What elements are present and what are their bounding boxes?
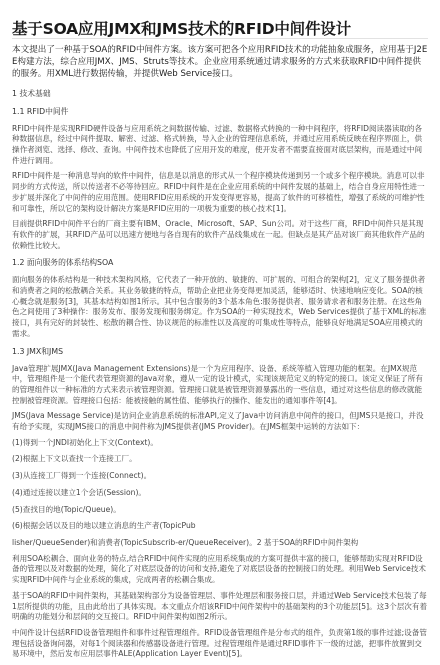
jms-step-1: (1)得到一个JNDI初始化上下文(Context)。 [12, 437, 158, 447]
paragraph-1-1-a: RFID中间件是实现RFID硬件设备与应用系统之间数据传输、过滤、数据格式转换的一种中间程序，将RFID阅读器读取的各种数据信息，经过中间件提取、解密、过滤、格式转换，导入企业的管理信息系统，并通过应用系统反映在程序界面上，供操作者浏览、选择、修改、查询。中间件技术也降低了应用开发的难度，使开发者不需要直接面对底层架构，而是通过中间件进行调用。 [12, 123, 423, 165]
paragraph-1-3-a: Java管理扩展JMX(Java Management Extensions)是一个为应用程序、设备、系统等植入管理功能的框架。在JMX规范中，管理组件是一个能代表管理资源的Java对象，遵从一定的设计模式，实现该规范定义的特定的接口。该定义保证了所有的管理组件以一种标准的方式来表示被管理资源。管理接口就是被管理资源暴露出的一些信息，通过对这些信息的修改就能控制被管理资源。管理接口包括：能被接触的属性值、能够执行的操作、能发出的通知事件等[4]。 [12, 363, 423, 405]
paragraph-1-3-b: JMS(Java Message Service)是访问企业消息系统的标准API,定义了Java中访问消息中间件的接口，但JMS只是接口，并没有给予实现，实现JMS接口的消息中间件称为JMS提供者(JMS Provider)。在JMS框架中运转的方法如下： [12, 411, 424, 432]
page-title: 基于SOA应用JMX和JMS技术的RFID中间件设计 [12, 20, 351, 38]
section-heading-1: 1 技术基础 [12, 88, 51, 98]
jms-step-3: (3)从连接工厂得到一个连接(Connect)。 [12, 471, 152, 481]
paragraph-continuation: lisher/QueueSender)和消费者(TopicSubscrib-er/QueueReceiver)。2 基于SOA的RFID中间件架构 [12, 538, 359, 547]
paragraph-1-1-c: 目前提供RFID中间件平台的厂商主要有IBM、Oracle、Microsoft、SAP、Sun公司。对于这些厂商，RFID中间件只是其现有软件的扩展，其RFID产品可以迅速方便地与各自现有的软件产品线集成在一起。但缺点是其产品对该厂商其他软件产品的依赖性比较大。 [12, 219, 425, 250]
paragraph-2-c: 中间件设计包括RFID设备管理组件和事件过程管理组件。RFID设备管理组件是分布式的组件，负责第1级的事件过滤;设备管理包括设备询问器，对每1个阅读器和传感器设备进行管理。过程管理组件是通过RFID事件下一级的过滤，把事件放置到交易环境中，然后发布应用层事件ALE(Application Layer Event)[5]。 [12, 627, 427, 659]
section-heading-1-3: 1.3 JMX和JMS [12, 346, 64, 356]
section-heading-1-1: 1.1 RFID中间件 [12, 106, 69, 116]
jms-step-5: (5)查找目的地(Topic/Queue)。 [12, 504, 121, 514]
paragraph-2-a: 利用SOA松耦合、面向业务的特点,结合RFID中间件实现的应用系统集成的方案可提供丰富的接口，能够帮助实现对RFID设备的管理以及对数据的处理，简化了对底层设备的访问和支持,避免了对底层设备的控制接口的处理。利用Web Service技术实现RFID中间件与企业系统的集成，完成两者的松耦合集成。 [12, 553, 426, 585]
jms-step-2: (2)根据上下文以查找一个连接工厂。 [12, 454, 137, 464]
paragraph-1-1-b: RFID中间件是一种消息导向的软件中间件，信息是以消息的形式从一个程序模块传递到另一个或多个程序模块。消息可以非同步的方式传送，所以传送者不必等待回应。RFID中间件是在企业应用系统的中间件发展的基础上，结合自身应用特性进一步扩展并深化了中间件的应用范围。使用RFID应用系统的开发变得更容易，提高了软件的可移植性，增强了系统的可维护性和可靠性，所以它的架构设计解决方案是RFID应用的一项极为重要的核心技术[1]。 [12, 171, 425, 213]
title-divider [12, 38, 428, 39]
article-body [12, 44, 428, 665]
intro-paragraph: 本文提出了一种基于SOA的RFID中间件方案。该方案可把各个应用RFID技术的功能抽象成服务，应用基于J2EE构建方法，综合应用JMX、JMS、Struts等技术。企业应用系统通过请求服务的方式来获取RFID中间件提供的服务。用XML进行数据传输，并提供Web Service接口。 [12, 45, 428, 80]
paragraph-1-2: 面向服务的体系结构是一种技术架构风格，它代表了一种开放的、敏捷的、可扩展的、可组合的架构[2]，定义了服务提供者和消费者之间的松散耦合关系。其业务敏捷的特点，帮助企业把业务变得更加灵活，能够适时、快速地响应变化。SOA的核心概念就是服务[3]，其基本结构如图1所示。其中包含服务的3个基本角色:服务提供者、服务请求者和服务注册。在这些角色之间使用了3种操作：服务发布、服务发现和服务绑定。作为SOA的一种实现技术，Web Services提供了基于XML的标准接口，具有完好的封装性、松散的耦合性、协议规范的标准性以及高度的可集成性等特点，能够良好地满足SOA应用模式的需求。 [12, 275, 427, 338]
jms-step-6: (6)根据会话以及目的地以建立消息的生产者(TopicPub [12, 521, 196, 531]
jms-step-4: (4)通过连接以建立1个会话(Session)。 [12, 487, 147, 497]
paragraph-2-b: 基于SOA的RFID中间件架构，其基础架构部分为设备管理层、事件处理层和服务接口层，并通过Web Service技术包装了每1层所提供的功能，且由此给出了具体实现。本文重点介绍该RFID中间件架构中的基础架构的3个功能层[5]。这3个层次有着明确的功能划分和层间的交互接口。RFID中间件架构如图2所示。 [12, 590, 428, 622]
section-heading-1-2: 1.2 面向服务的体系结构SOA [12, 258, 114, 268]
